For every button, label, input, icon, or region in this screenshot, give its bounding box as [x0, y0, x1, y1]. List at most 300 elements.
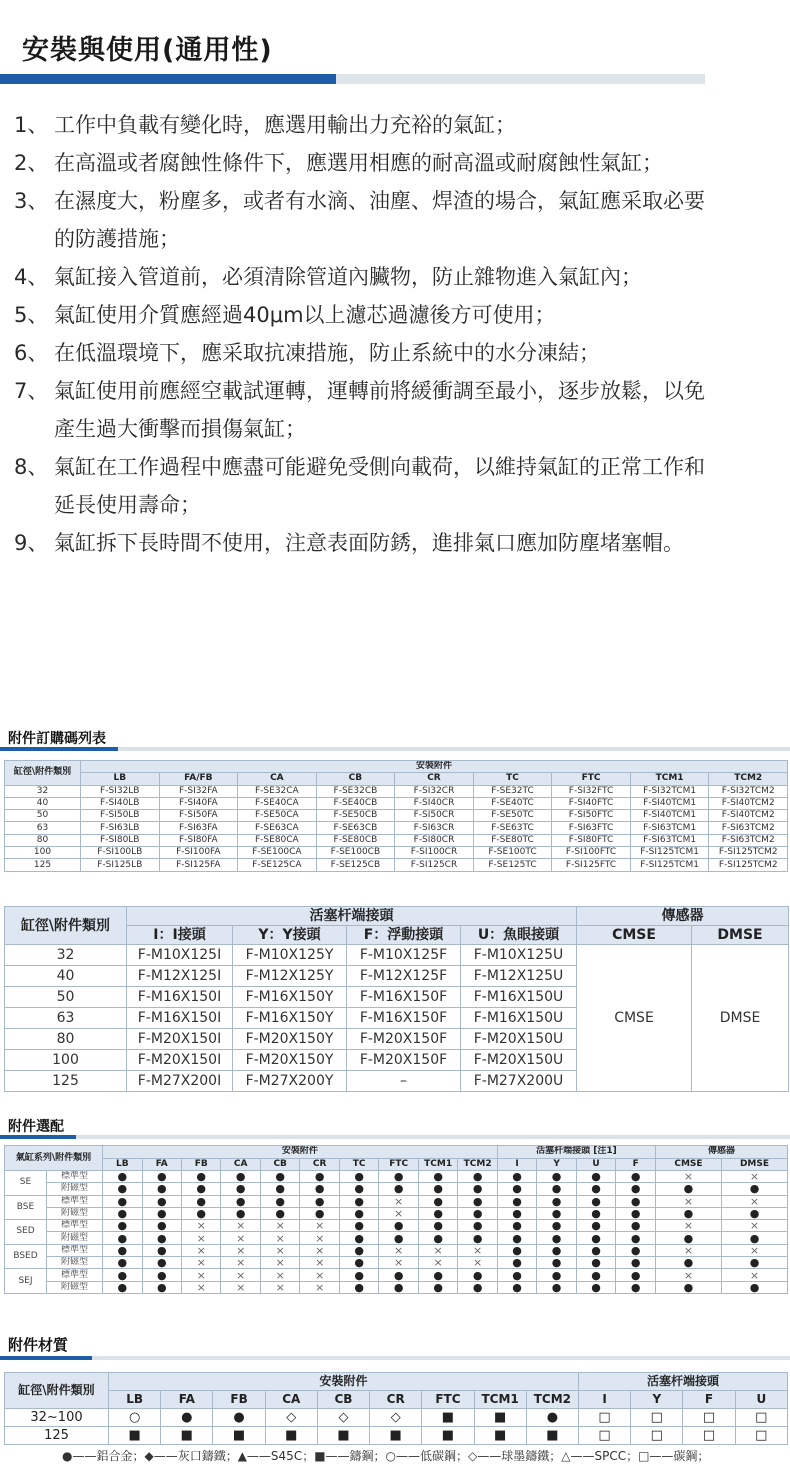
availability-mark: ● — [418, 1281, 457, 1293]
column-header: TCM2 — [526, 1391, 578, 1409]
availability-mark: × — [655, 1171, 721, 1183]
availability-mark: ● — [103, 1257, 142, 1269]
availability-mark: × — [655, 1220, 721, 1232]
availability-mark: × — [300, 1220, 339, 1232]
column-header: I：I接頭 — [127, 926, 233, 945]
availability-mark: × — [300, 1281, 339, 1293]
order-code: F-SI63CR — [395, 822, 474, 834]
availability-mark: ● — [142, 1171, 181, 1183]
order-code: F-M16X150U — [461, 1008, 577, 1029]
order-code: F-SI40FA — [159, 797, 238, 809]
order-code: F-M20X150I — [127, 1029, 233, 1050]
material-mark: ○ — [109, 1409, 161, 1427]
note-number: 1、 — [14, 113, 49, 137]
availability-mark: ● — [576, 1281, 615, 1293]
bore-size: 40 — [5, 966, 127, 987]
material-mark: ■ — [161, 1427, 213, 1445]
order-code: F-M20X150U — [461, 1050, 577, 1071]
column-header: DMSE — [692, 926, 789, 945]
order-code: F-M27X200Y — [233, 1071, 347, 1092]
order-code: F-SE100CB — [316, 847, 395, 859]
availability-mark: ● — [339, 1183, 378, 1195]
material-mark: ■ — [474, 1409, 526, 1427]
column-header: TCM1 — [630, 773, 709, 785]
availability-mark: × — [418, 1244, 457, 1256]
corner-header: 氣缸系列\附件類別 — [5, 1146, 103, 1171]
note-item — [14, 372, 714, 448]
order-code: F-SE80CB — [316, 834, 395, 846]
order-code: F-SI32FA — [159, 785, 238, 797]
availability-mark: ● — [616, 1183, 656, 1195]
availability-mark: ● — [260, 1183, 299, 1195]
availability-mark: × — [721, 1244, 787, 1256]
note-text: 在低溫環境下，應采取抗凍措施，防止系統中的水分凍結； — [54, 341, 600, 365]
availability-mark: × — [221, 1232, 260, 1244]
order-code: F-SI63TCM2 — [709, 834, 788, 846]
note-item — [14, 296, 714, 334]
availability-mark: ● — [616, 1171, 656, 1183]
availability-mark: ● — [418, 1195, 457, 1207]
availability-mark: ● — [103, 1281, 142, 1293]
availability-mark: × — [260, 1281, 299, 1293]
availability-mark: ● — [576, 1171, 615, 1183]
availability-mark: ● — [103, 1232, 142, 1244]
material-mark: □ — [631, 1409, 683, 1427]
note-item — [14, 182, 714, 258]
availability-mark: ● — [616, 1269, 656, 1281]
availability-mark: ● — [655, 1257, 721, 1269]
series-name: SE — [5, 1171, 47, 1196]
column-header: CA — [221, 1158, 260, 1171]
availability-mark: × — [221, 1244, 260, 1256]
availability-mark: ● — [537, 1171, 576, 1183]
order-code: F-SI63TCM1 — [630, 834, 709, 846]
availability-mark: ● — [655, 1232, 721, 1244]
order-code: F-SI80FTC — [552, 834, 631, 846]
group-header: 活塞杆端接頭 — [578, 1373, 787, 1391]
availability-mark: ● — [103, 1207, 142, 1219]
material-mark: ■ — [526, 1427, 578, 1445]
table-row — [5, 1232, 788, 1244]
availability-mark: ● — [181, 1207, 220, 1219]
material-mark: □ — [735, 1427, 787, 1445]
availability-mark: × — [300, 1257, 339, 1269]
column-header: TCM2 — [458, 1158, 497, 1171]
series-type: 標準型 — [47, 1171, 103, 1183]
rod-end-sensor-table — [4, 906, 789, 1092]
availability-mark: ● — [103, 1183, 142, 1195]
header-row — [5, 907, 789, 926]
material-mark: □ — [631, 1427, 683, 1445]
column-header: DMSE — [721, 1158, 787, 1171]
order-code: F-SI40TCM1 — [630, 797, 709, 809]
availability-mark: ● — [418, 1207, 457, 1219]
availability-mark: ● — [300, 1171, 339, 1183]
bore-size: 80 — [5, 834, 81, 846]
column-header: LB — [81, 773, 160, 785]
column-header: FA — [142, 1158, 181, 1171]
corner-header: 缸徑\附件類別 — [5, 907, 127, 945]
availability-mark: ● — [260, 1207, 299, 1219]
availability-mark: × — [721, 1195, 787, 1207]
availability-mark: × — [655, 1195, 721, 1207]
note-item — [14, 106, 714, 144]
availability-mark: ● — [537, 1281, 576, 1293]
order-code: F-SE32CB — [316, 785, 395, 797]
column-header: FTC — [379, 1158, 418, 1171]
order-code: F-SI80LB — [81, 834, 160, 846]
availability-mark: × — [379, 1207, 418, 1219]
availability-mark: ● — [721, 1232, 787, 1244]
availability-mark: ● — [497, 1257, 536, 1269]
column-header: TCM1 — [474, 1391, 526, 1409]
series-type: 附磁型 — [47, 1207, 103, 1219]
order-code: F-M16X150F — [347, 987, 461, 1008]
availability-mark: ● — [103, 1171, 142, 1183]
order-code: F-SE40CA — [238, 797, 317, 809]
order-code: F-SE125CA — [238, 859, 317, 871]
header-row — [5, 761, 788, 773]
availability-mark: ● — [537, 1183, 576, 1195]
availability-mark: ● — [103, 1269, 142, 1281]
column-header: CR — [395, 773, 474, 785]
availability-mark: ● — [576, 1232, 615, 1244]
order-code: F-M20X150F — [347, 1029, 461, 1050]
order-code: F-SI125FTC — [552, 859, 631, 871]
table-row — [5, 859, 788, 871]
availability-mark: ● — [497, 1220, 536, 1232]
availability-mark: ● — [537, 1244, 576, 1256]
material-mark: □ — [683, 1409, 735, 1427]
column-header: U — [735, 1391, 787, 1409]
column-header: FA/FB — [159, 773, 238, 785]
availability-mark: ● — [616, 1244, 656, 1256]
column-header: TCM2 — [709, 773, 788, 785]
series-name: BSED — [5, 1244, 47, 1269]
availability-mark: ● — [221, 1171, 260, 1183]
availability-mark: ● — [458, 1195, 497, 1207]
header-row — [5, 1391, 788, 1409]
availability-mark: × — [181, 1281, 220, 1293]
order-code: F-SI32LB — [81, 785, 160, 797]
table-row — [5, 847, 788, 859]
order-code: F-SI50FA — [159, 810, 238, 822]
column-header: TC — [473, 773, 552, 785]
order-code: F-SI100LB — [81, 847, 160, 859]
bore-size: 32 — [5, 945, 127, 966]
order-code: F-M10X125U — [461, 945, 577, 966]
availability-mark: ● — [300, 1195, 339, 1207]
order-code: F-SE80CA — [238, 834, 317, 846]
order-code: F-SE63CB — [316, 822, 395, 834]
table-row — [5, 822, 788, 834]
series-type: 標準型 — [47, 1220, 103, 1232]
order-code: F-SE50CB — [316, 810, 395, 822]
order-code: F-M12X125F — [347, 966, 461, 987]
availability-mark: × — [181, 1232, 220, 1244]
availability-mark: ● — [418, 1269, 457, 1281]
availability-mark: ● — [458, 1207, 497, 1219]
availability-mark: ● — [655, 1183, 721, 1195]
column-header: I — [578, 1391, 630, 1409]
material-mark: □ — [683, 1427, 735, 1445]
bore-size: 100 — [5, 847, 81, 859]
availability-mark: × — [181, 1244, 220, 1256]
order-code: F-SI125CR — [395, 859, 474, 871]
table-row — [5, 797, 788, 809]
order-code: F-SI50CR — [395, 810, 474, 822]
material-mark: ● — [213, 1409, 265, 1427]
availability-mark: ● — [181, 1195, 220, 1207]
availability-mark: × — [260, 1232, 299, 1244]
availability-mark: ● — [379, 1232, 418, 1244]
note-item — [14, 144, 714, 182]
order-code: F-M16X150I — [127, 1008, 233, 1029]
table-row — [5, 1220, 788, 1232]
column-header: F — [683, 1391, 735, 1409]
availability-mark: ● — [458, 1269, 497, 1281]
note-number: 3、 — [14, 189, 49, 213]
group-header: 安裝附件 — [81, 761, 788, 773]
group-header: 安裝附件 — [103, 1146, 498, 1159]
order-code: F-M27X200U — [461, 1071, 577, 1092]
material-mark: ■ — [422, 1409, 474, 1427]
order-code: F-SI40LB — [81, 797, 160, 809]
availability-mark: ● — [576, 1207, 615, 1219]
table-row — [5, 810, 788, 822]
note-text: 氣缸在工作過程中應盡可能避免受側向載荷，以維持氣缸的正常工作和延長使用壽命； — [54, 455, 705, 517]
column-header: CR — [300, 1158, 339, 1171]
note-text: 在高溫或者腐蝕性條件下，應選用相應的耐高溫或耐腐蝕性氣缸； — [54, 151, 663, 175]
availability-mark: × — [181, 1269, 220, 1281]
column-header: TC — [339, 1158, 378, 1171]
order-code: F-SI32CR — [395, 785, 474, 797]
order-code: F-M10X125I — [127, 945, 233, 966]
availability-mark: × — [300, 1244, 339, 1256]
sensor-code: CMSE — [577, 945, 692, 1092]
availability-mark: ● — [497, 1269, 536, 1281]
series-name: SEJ — [5, 1269, 47, 1294]
bore-size: 125 — [5, 1071, 127, 1092]
material-mark: ■ — [474, 1427, 526, 1445]
material-mark: □ — [735, 1409, 787, 1427]
column-header: LB — [103, 1158, 142, 1171]
availability-mark: ● — [497, 1171, 536, 1183]
availability-mark: × — [260, 1244, 299, 1256]
material-mark: ■ — [317, 1427, 369, 1445]
availability-mark: ● — [103, 1195, 142, 1207]
availability-mark: ● — [458, 1281, 497, 1293]
availability-mark: ● — [339, 1171, 378, 1183]
availability-mark: ● — [655, 1281, 721, 1293]
availability-mark: ● — [497, 1183, 536, 1195]
series-type: 附磁型 — [47, 1232, 103, 1244]
column-header: CB — [260, 1158, 299, 1171]
order-code: F-M20X150I — [127, 1050, 233, 1071]
series-name: SED — [5, 1220, 47, 1245]
section-divider — [0, 1356, 790, 1360]
title-underline-accent — [0, 74, 336, 84]
series-type: 附磁型 — [47, 1281, 103, 1293]
availability-mark: ● — [576, 1269, 615, 1281]
note-text: 氣缸拆下長時間不使用，注意表面防銹，進排氣口應加防塵堵塞帽。 — [54, 531, 684, 555]
bore-size: 63 — [5, 822, 81, 834]
availability-mark: ● — [497, 1281, 536, 1293]
availability-mark: ● — [616, 1220, 656, 1232]
column-header: Y — [631, 1391, 683, 1409]
availability-mark: × — [721, 1269, 787, 1281]
section-order-codes-title: 附件訂購碼列表 — [8, 731, 106, 747]
order-code: F-SE40TC — [473, 797, 552, 809]
bore-size: 80 — [5, 1029, 127, 1050]
material-mark: ◇ — [370, 1409, 422, 1427]
availability-mark: ● — [721, 1183, 787, 1195]
bore-size: 125 — [5, 859, 81, 871]
order-code: F-M10X125Y — [233, 945, 347, 966]
series-type: 附磁型 — [47, 1257, 103, 1269]
column-header: FB — [213, 1391, 265, 1409]
availability-mark: ● — [497, 1232, 536, 1244]
column-header: I — [497, 1158, 536, 1171]
order-code: F-SI50FTC — [552, 810, 631, 822]
availability-mark: ● — [339, 1232, 378, 1244]
order-code: F-SI50LB — [81, 810, 160, 822]
note-number: 4、 — [14, 265, 49, 289]
table-row — [5, 1257, 788, 1269]
column-header: CA — [238, 773, 317, 785]
header-row — [5, 1146, 788, 1159]
material-mark: ■ — [109, 1427, 161, 1445]
order-code: F-SI32FTC — [552, 785, 631, 797]
note-text: 氣缸使用介質應經過40μm以上濾芯過濾後方可使用； — [54, 303, 556, 327]
availability-mark: ● — [721, 1281, 787, 1293]
availability-mark: ● — [260, 1195, 299, 1207]
availability-mark: ● — [616, 1281, 656, 1293]
order-code: F-SE32CA — [238, 785, 317, 797]
order-code: F-M12X125I — [127, 966, 233, 987]
column-header: U：魚眼接頭 — [461, 926, 577, 945]
group-header: 傳感器 — [655, 1146, 787, 1159]
order-code: F-M12X125U — [461, 966, 577, 987]
material-mark: □ — [578, 1409, 630, 1427]
availability-mark: ● — [142, 1207, 181, 1219]
order-code: F-SI32TCM1 — [630, 785, 709, 797]
material-mark: ◇ — [317, 1409, 369, 1427]
order-code: F-SI32TCM2 — [709, 785, 788, 797]
availability-mark: × — [221, 1281, 260, 1293]
availability-mark: ● — [616, 1232, 656, 1244]
material-mark: ■ — [213, 1427, 265, 1445]
section-divider — [0, 1135, 790, 1139]
availability-mark: × — [221, 1269, 260, 1281]
availability-mark: ● — [339, 1195, 378, 1207]
order-code: F-SI80FA — [159, 834, 238, 846]
column-header: CA — [265, 1391, 317, 1409]
order-code: F-M16X150I — [127, 987, 233, 1008]
material-mark: □ — [578, 1427, 630, 1445]
order-code-table — [4, 760, 788, 872]
availability-mark: ● — [655, 1207, 721, 1219]
availability-mark: × — [379, 1257, 418, 1269]
order-code: F-M20X150F — [347, 1050, 461, 1071]
table-row — [5, 834, 788, 846]
column-header: CB — [317, 1391, 369, 1409]
availability-mark: × — [458, 1257, 497, 1269]
table-row — [5, 1409, 788, 1427]
order-code: F-M12X125Y — [233, 966, 347, 987]
bore-size: 40 — [5, 797, 81, 809]
order-code: F-SI100CR — [395, 847, 474, 859]
note-number: 5、 — [14, 303, 49, 327]
availability-mark: × — [655, 1269, 721, 1281]
series-type: 標準型 — [47, 1244, 103, 1256]
bore-size: 100 — [5, 1050, 127, 1071]
order-code: F-SI40TCM2 — [709, 810, 788, 822]
availability-mark: ● — [537, 1220, 576, 1232]
availability-mark: ● — [458, 1220, 497, 1232]
column-header: FTC — [422, 1391, 474, 1409]
usage-notes — [14, 106, 714, 562]
order-code: F-SE63CA — [238, 822, 317, 834]
availability-mark: ● — [418, 1183, 457, 1195]
availability-mark: × — [721, 1171, 787, 1183]
order-code: F-SI63FTC — [552, 822, 631, 834]
header-row — [5, 1373, 788, 1391]
order-code: F-SI125LB — [81, 859, 160, 871]
note-item — [14, 334, 714, 372]
availability-mark: ● — [221, 1207, 260, 1219]
availability-mark: ● — [142, 1220, 181, 1232]
availability-mark: ● — [616, 1195, 656, 1207]
order-code: F-SI100FTC — [552, 847, 631, 859]
table-row — [5, 1195, 788, 1207]
order-code: F-SE100TC — [473, 847, 552, 859]
availability-mark: ● — [497, 1207, 536, 1219]
page-title: 安裝與使用(通用性) — [22, 35, 273, 66]
table-row — [5, 1171, 788, 1183]
availability-mark: × — [721, 1220, 787, 1232]
availability-mark: ● — [721, 1257, 787, 1269]
header-row — [5, 1158, 788, 1171]
availability-mark: ● — [142, 1195, 181, 1207]
series-type: 標準型 — [47, 1269, 103, 1281]
order-code: F-SE50TC — [473, 810, 552, 822]
availability-mark: ● — [142, 1183, 181, 1195]
series-name: BSE — [5, 1195, 47, 1220]
table-row — [5, 1427, 788, 1445]
column-header: F — [616, 1158, 656, 1171]
note-item — [14, 524, 714, 562]
order-code: F-SI100FA — [159, 847, 238, 859]
corner-header: 缸徑\附件類別 — [5, 1373, 109, 1409]
order-code: F-M20X150Y — [233, 1029, 347, 1050]
table-row — [5, 1244, 788, 1256]
material-mark: ■ — [265, 1427, 317, 1445]
availability-mark: ● — [458, 1232, 497, 1244]
order-code: F-SE40CB — [316, 797, 395, 809]
availability-mark: ● — [576, 1220, 615, 1232]
availability-mark: × — [379, 1244, 418, 1256]
order-code: F-SE50CA — [238, 810, 317, 822]
availability-mark: × — [418, 1257, 457, 1269]
section-material-title: 附件材質 — [8, 1336, 69, 1354]
order-code: F-SI63FA — [159, 822, 238, 834]
availability-mark: ● — [418, 1232, 457, 1244]
availability-mark: ● — [418, 1171, 457, 1183]
availability-mark: × — [379, 1195, 418, 1207]
column-header: Y：Y接頭 — [233, 926, 347, 945]
column-header: Y — [537, 1158, 576, 1171]
